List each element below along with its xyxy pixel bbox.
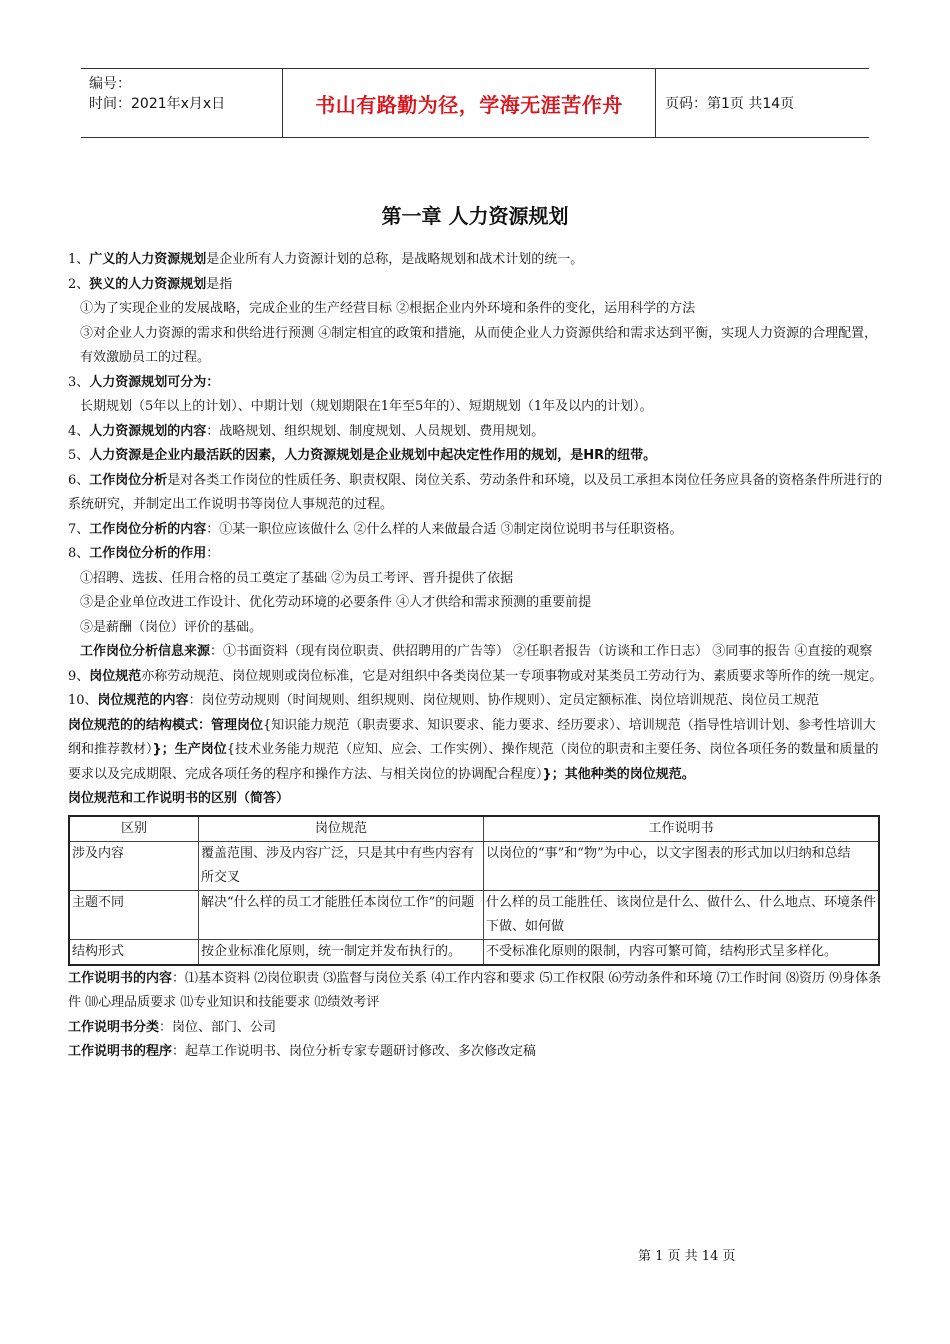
table-cell: 解决“什么样的员工才能胜任本岗位工作”的问题 — [199, 890, 484, 939]
table-row — [69, 841, 879, 890]
table-header-cell: 岗位规范 — [199, 816, 484, 842]
table-header-cell: 区别 — [69, 816, 199, 842]
header-meta — [81, 69, 281, 137]
item-2-line-a: ①为了实现企业的发展战略，完成企业的生产经营目标 ②根据企业内外环境和条件的变化，运用科学的方法 — [80, 301, 696, 316]
item-4: 4、人力资源规划的内容：战略规划、组织规划、制度规划、人员规划、费用规划。 — [68, 423, 545, 439]
info-sources: 工作岗位分析信息来源：①书面资料（现有岗位职责、供招聘用的广告等） ②任职者报告（访谈和工作日志） ③同事的报告 ④直接的观察 — [80, 644, 873, 659]
table-cell: 按企业标准化原则，统一制定并发布执行的。 — [199, 939, 484, 965]
item-3: 3、人力资源规划可分为： — [68, 374, 220, 390]
table-cell: 什么样的员工能胜任、该岗位是什么、做什么、什么地点、环境条件下做、如何做 — [484, 890, 880, 939]
document-body — [68, 248, 883, 1065]
table-cell: 结构形式 — [69, 939, 199, 965]
item-3-line: 长期规划（5年以上的计划）、中期计划（规划期限在1年至5年的）、短期规划（1年及以内的计划）。 — [80, 399, 653, 414]
item-2-line-b: ③对企业人力资源的需求和供给进行预测 ④制定相宜的政策和措施，从而使企业人力资源供给和需求达到平衡，实现人力资源的合理配置，有效激励员工的过程。 — [80, 325, 878, 365]
structure-mode: 岗位规范的的结构模式：管理岗位{知识能力规范（职责要求、知识要求、能力要求、经历要求）、培训规范（指导性培训计划、参考性培训大纲和推荐教材）}；生产岗位{技术业务能力规范（应知、应会、工作实例）、操作规范（岗位的职责和主要任务、岗位各项任务的数量和质量的要求以及完成期限、完成各项任务的程序和操作方法、与相关岗位的协调配合程度）}；其他种类的岗位规范。 — [68, 717, 879, 782]
desc-procedure: 工作说明书的程序：起草工作说明书、岗位分析专家专题研讨修改、多次修改定稿 — [68, 1044, 537, 1059]
table-row — [69, 939, 879, 965]
table-cell: 主题不同 — [69, 890, 199, 939]
item-7: 7、工作岗位分析的内容：①某一职位应该做什么 ②什么样的人来做最合适 ③制定岗位说明书与任职资格。 — [68, 521, 683, 537]
table-cell: 以岗位的“事”和“物”为中心，以文字图表的形式加以归纳和总结 — [484, 841, 880, 890]
item-8-line-c: ⑤是薪酬（岗位）评价的基础。 — [80, 619, 263, 635]
diff-heading: 岗位规范和工作说明书的区别（简答） — [68, 791, 290, 806]
desc-contents: 工作说明书的内容：⑴基本资料 ⑵岗位职责 ⑶监督与岗位关系 ⑷工作内容和要求 ⑸工作权限 ⑹劳动条件和环境 ⑺工作时间 ⑻资历 ⑼身体条件 ⑽心理品质要求 ⑾专业知识和技能要求 ⑿绩效考评 — [68, 970, 882, 1010]
header-motto: 书山有路勤为径，学海无涯苦作舟 — [282, 69, 656, 137]
table-cell: 覆盖范围、涉及内容广泛，只是其中有些内容有所交叉 — [199, 841, 484, 890]
header-page-label: 页码：第1页 共14页 — [665, 96, 795, 112]
item-1: 1、广义的人力资源规划是企业所有人力资源计划的总称，是战略规划和战术计划的统一。 — [68, 252, 584, 267]
document-header — [81, 68, 869, 138]
item-10: 10、岗位规范的内容：岗位劳动规则（时间规则、组织规则、岗位规则、协作规则）、定员定额标准、岗位培训规范、岗位员工规范 — [68, 693, 820, 708]
item-8: 8、工作岗位分析的作用： — [68, 546, 220, 561]
item-5: 5、人力资源是企业内最活跃的因素，人力资源规划是企业规划中起决定性作用的规划，是HR的纽带。 — [68, 448, 657, 463]
item-9: 9、岗位规范亦称劳动规范、岗位规则或岗位标准，它是对组织中各类岗位某一专项事物或对某类员工劳动行为、素质要求等所作的统一规定。 — [68, 668, 883, 684]
table-header-row — [69, 816, 879, 842]
chapter-title: 第一章 人力资源规划 — [381, 204, 569, 228]
item-8-line-b: ③是企业单位改进工作设计、优化劳动环境的必要条件 ④人才供给和需求预测的重要前提 — [80, 595, 592, 610]
comparison-table — [68, 815, 880, 966]
number-label: 编号： — [89, 76, 131, 92]
table-header-cell: 工作说明书 — [484, 816, 880, 842]
item-8-line-a: ①招聘、选拔、任用合格的员工奠定了基础 ②为员工考评、晋升提供了依据 — [80, 570, 514, 586]
table-cell: 涉及内容 — [69, 841, 199, 890]
item-2: 2、狭义的人力资源规划是指 — [68, 276, 233, 292]
date-label: 时间：2021年x月x日 — [89, 96, 226, 112]
desc-classes: 工作说明书分类：岗位、部门、公司 — [68, 1019, 277, 1035]
table-row — [69, 890, 879, 939]
item-6: 6、工作岗位分析是对各类工作岗位的性质任务、职责权限、岗位关系、劳动条件和环境，以及员工承担本岗位任务应具备的资格条件所进行的系统研究，并制定出工作说明书等岗位人事规范的过程。 — [68, 472, 883, 512]
page-footer: 第 1 页 共 14 页 — [638, 1249, 736, 1264]
table-cell: 不受标准化原则的限制，内容可繁可简，结构形式呈多样化。 — [484, 939, 880, 965]
